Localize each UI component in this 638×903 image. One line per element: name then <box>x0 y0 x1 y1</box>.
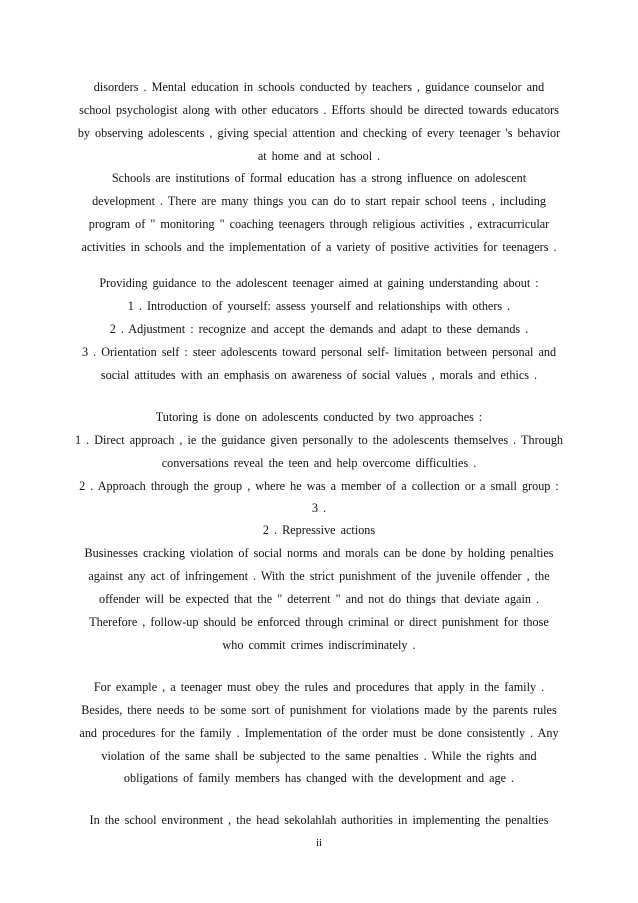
text-line: against any act of infringement . With the strict punishment of the juvenile offender , the <box>88 569 550 583</box>
text-line: 3 . Orientation self : steer adolescents toward personal self- limitation between personal and <box>81 345 557 359</box>
text-line: For example , a teenager must obey the rules and procedures that apply in the family . <box>93 680 545 694</box>
text-line: who commit crimes indiscriminately . <box>222 638 416 652</box>
text-line: offender will be expected that the " deterrent " and not do things that deviate again . <box>98 592 540 606</box>
text-line: Providing guidance to the adolescent teenager aimed at gaining understanding about : <box>99 276 539 290</box>
text-line: 1 . Direct approach , ie the guidance given personally to the adolescents themselves . Through <box>74 433 564 447</box>
text-line: 1 . Introduction of yourself: assess yourself and relationships with others . <box>127 299 511 313</box>
text-line: Businesses cracking violation of social norms and morals can be done by holding penalties <box>84 546 554 560</box>
page-number: ii <box>315 837 323 849</box>
text-line: activities in schools and the implementation of a variety of positive activities for teenagers . <box>81 240 557 254</box>
text-line: 2 . Adjustment : recognize and accept the demands and adapt to these demands . <box>109 322 529 336</box>
text-line: school psychologist along with other educators . Efforts should be directed towards educators <box>79 103 559 117</box>
text-line: disorders . Mental education in schools conducted by teachers , guidance counselor and <box>93 80 545 94</box>
text-line: obligations of family members has changed with the development and age . <box>123 771 515 785</box>
text-line: Tutoring is done on adolescents conducted by two approaches : <box>155 410 483 424</box>
text-line: Therefore , follow-up should be enforced through criminal or direct punishment for those <box>89 615 549 629</box>
text-line: and procedures for the family . Implementation of the order must be done consistently . Any <box>79 726 559 740</box>
section-heading: 2 . Repressive actions <box>262 523 376 537</box>
text-line: at home and at school . <box>257 149 381 163</box>
text-line: 2 . Approach through the group , where he was a member of a collection or a small group : <box>79 479 559 493</box>
text-line: by observing adolescents , giving special attention and checking of every teenager 's behavior <box>77 126 561 140</box>
text-line: In the school environment , the head sekolahlah authorities in implementing the penalties <box>89 813 549 827</box>
text-line: conversations reveal the teen and help overcome difficulties . <box>161 456 477 470</box>
text-line: 3 . <box>311 501 327 515</box>
text-line: development . There are many things you can do to start repair school teens , including <box>92 194 546 208</box>
text-line: violation of the same shall be subjected to the same penalties . While the rights and <box>101 749 537 763</box>
text-line: program of " monitoring " coaching teenagers through religious activities , extracurricular <box>88 217 550 231</box>
text-line: social attitudes with an emphasis on awareness of social values , morals and ethics . <box>100 368 538 382</box>
text-line: Besides, there needs to be some sort of punishment for violations made by the parents rules <box>81 703 557 717</box>
text-line: Schools are institutions of formal education has a strong influence on adolescent <box>111 171 527 185</box>
